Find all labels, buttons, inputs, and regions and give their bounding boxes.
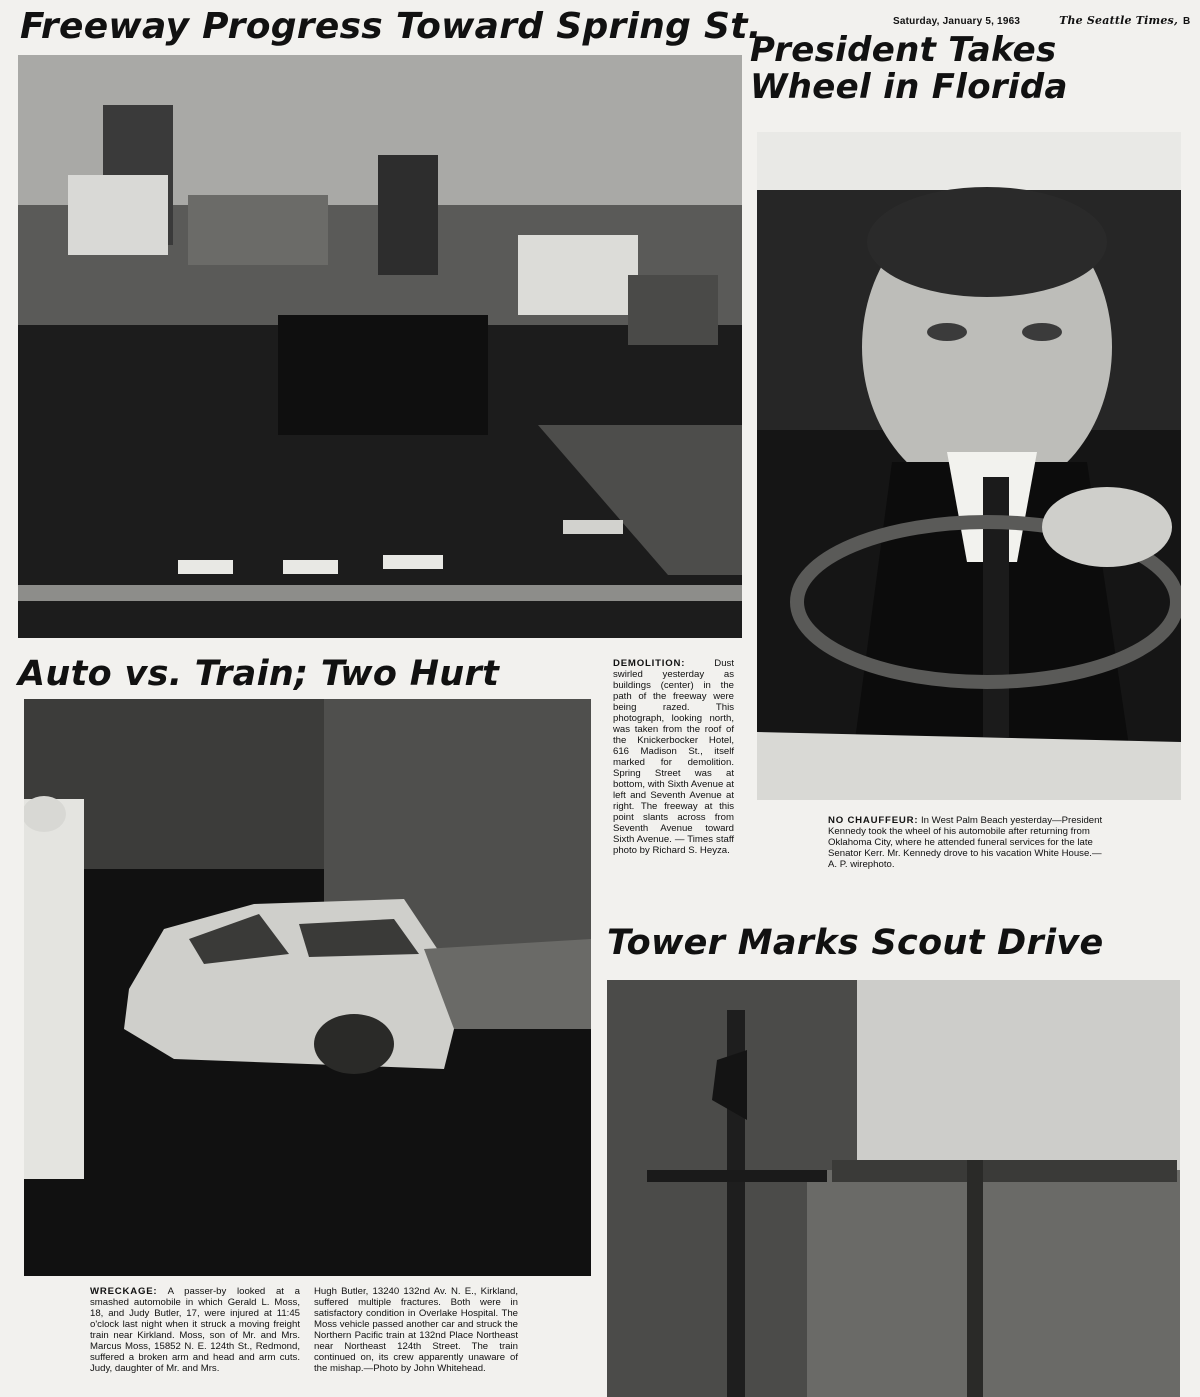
scout-tower-photo	[607, 980, 1180, 1397]
headline-president: President Takes Wheel in Florida	[750, 30, 1068, 107]
caption-chauffeur-text: In West Palm Beach yesterday—President Kennedy took the wheel of his automobile after returning from Oklahoma City, where he attended funeral services for the late Senator Kerr. Mr. Kennedy drove to his vacation White House.—A. P. wirephoto.	[828, 815, 1103, 870]
caption-demolition-lead: DEMOLITION:	[613, 658, 686, 669]
president-kennedy-photo	[757, 132, 1181, 800]
caption-wreckage-column-2	[314, 1286, 518, 1374]
headline-auto-train: Auto vs. Train; Two Hurt	[18, 654, 500, 694]
caption-no-chauffeur	[828, 815, 1104, 870]
caption-wreckage-text-2: Hugh Butler, 13240 132nd Av. N. E., Kirkland, suffered multiple fractures. Both were in satisfactory condition in Overlake Hospital. The Moss vehicle passed another car and struck the Northern Pacific train at 132nd Place Northeast near Northeast 124th Street. The train continued on, its crew apparently unaware of the mishap.—Photo by John Whitehead.	[314, 1286, 518, 1374]
caption-wreckage-text-1: A passer-by looked at a smashed automobile in which Gerald L. Moss, 18, and Judy Butler, 17, were injured at 11:45 o'clock last night when it struck a moving freight train near Kirkland. Moss, son of Mr. and Mrs. Marcus Moss, 15852 N. E. 124th St., Redmond, suffered a broken arm and head and arm cuts. Judy, daughter of Mr. and Mrs.	[90, 1286, 300, 1374]
masthead	[893, 14, 1190, 27]
caption-wreckage-lead: WRECKAGE:	[90, 1286, 158, 1297]
caption-chauffeur-lead: NO CHAUFFEUR:	[828, 815, 919, 826]
masthead-page-letter: B	[1182, 16, 1191, 27]
headline-tower: Tower Marks Scout Drive	[607, 923, 1104, 963]
auto-wreckage-photo	[24, 699, 591, 1276]
masthead-date: Saturday, January 5, 1963	[893, 16, 1021, 27]
caption-wreckage-column-1	[90, 1286, 300, 1374]
headline-freeway: Freeway Progress Toward Spring St.	[20, 6, 762, 47]
caption-demolition	[613, 658, 734, 856]
caption-demolition-text: Dust swirled yesterday as buildings (center) in the path of the freeway were being razed. This photograph, looking north, was taken from the roof of the Knickerbocker Hotel, 616 Madison St., itself marked for demolition. Spring Street was at bottom, with Sixth Avenue at left and Seventh Avenue at right. The freeway at this point slants across from Seventh Avenue toward Sixth Avenue. — Times staff photo by Richard S. Heyza.	[613, 658, 734, 856]
masthead-paper-name: The Seattle Times,	[1059, 14, 1178, 27]
freeway-demolition-photo	[18, 55, 742, 638]
